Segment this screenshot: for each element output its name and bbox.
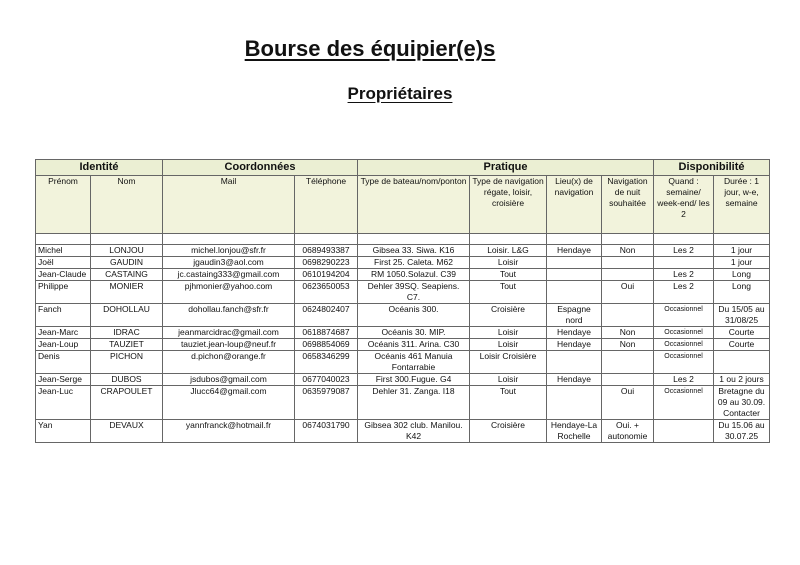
cell-bateau: First 25. Caleta. M62 — [358, 257, 470, 269]
col-header-prenom: Prénom — [36, 176, 91, 234]
cell-quand: Les 2 — [654, 374, 714, 386]
cell-lieux: Hendaye — [547, 339, 602, 351]
cell-mail: dohollau.fanch@sfr.fr — [163, 304, 295, 327]
cell-telephone: 0618874687 — [295, 327, 358, 339]
col-header-mail: Mail — [163, 176, 295, 234]
cell-lieux: Hendaye — [547, 245, 602, 257]
cell-mail: jsdubos@gmail.com — [163, 374, 295, 386]
cell-lieux: Hendaye — [547, 374, 602, 386]
cell-lieux: Hendaye — [547, 327, 602, 339]
cell-duree: Long — [714, 281, 770, 304]
cell-nuit: Non — [602, 245, 654, 257]
cell-nuit — [602, 269, 654, 281]
owners-table — [35, 159, 770, 443]
cell-mail: Jlucc64@gmail.com — [163, 386, 295, 420]
cell-telephone: 0698290223 — [295, 257, 358, 269]
cell-nom: PICHON — [91, 351, 163, 374]
cell-nuit — [602, 374, 654, 386]
table-row — [36, 281, 770, 304]
cell-quand: Occasionnel — [654, 327, 714, 339]
table-row — [36, 327, 770, 339]
table-row — [36, 304, 770, 327]
cell-duree: Bretagne du 09 au 30.09. Contacter — [714, 386, 770, 420]
cell-lieux — [547, 257, 602, 269]
cell-nom: MONIER — [91, 281, 163, 304]
table-row — [36, 386, 770, 420]
cell-mail: yannfranck@hotmail.fr — [163, 420, 295, 443]
cell-duree: 1 ou 2 jours — [714, 374, 770, 386]
cell-prenom: Joël — [36, 257, 91, 269]
cell-prenom: Yan — [36, 420, 91, 443]
cell-telephone: 0677040023 — [295, 374, 358, 386]
cell-prenom: Michel — [36, 245, 91, 257]
cell-type-navigation: Tout — [470, 281, 547, 304]
cell-duree — [714, 351, 770, 374]
cell-bateau: Gibsea 33. Siwa. K16 — [358, 245, 470, 257]
cell-type-navigation: Croisière — [470, 420, 547, 443]
cell-telephone: 0635979087 — [295, 386, 358, 420]
cell-duree: Long — [714, 269, 770, 281]
cell-nuit: Oui. + autonomie — [602, 420, 654, 443]
cell-telephone: 0623650053 — [295, 281, 358, 304]
cell-telephone: 0689493387 — [295, 245, 358, 257]
cell-prenom: Philippe — [36, 281, 91, 304]
cell-quand: Occasionnel — [654, 351, 714, 374]
cell-nuit — [602, 257, 654, 269]
col-header-lieux: Lieu(x) de navigation — [547, 176, 602, 234]
cell-telephone: 0624802407 — [295, 304, 358, 327]
cell-lieux: Espagne nord — [547, 304, 602, 327]
cell-lieux — [547, 269, 602, 281]
cell-nom: LONJOU — [91, 245, 163, 257]
table-row — [36, 269, 770, 281]
cell-quand: Occasionnel — [654, 339, 714, 351]
cell-prenom: Jean-Loup — [36, 339, 91, 351]
group-identite: Identité — [36, 160, 163, 176]
cell-duree: 1 jour — [714, 257, 770, 269]
cell-mail: d.pichon@orange.fr — [163, 351, 295, 374]
cell-quand: Les 2 — [654, 269, 714, 281]
cell-quand: Occasionnel — [654, 304, 714, 327]
cell-nom: IDRAC — [91, 327, 163, 339]
cell-duree: Courte — [714, 327, 770, 339]
col-header-type-navigation: Type de navigation régate, loisir, croisière — [470, 176, 547, 234]
group-header-row — [36, 160, 770, 176]
cell-type-navigation: Tout — [470, 386, 547, 420]
cell-type-navigation: Loisir — [470, 257, 547, 269]
group-pratique: Pratique — [358, 160, 654, 176]
cell-bateau: Océanis 300. — [358, 304, 470, 327]
cell-nuit — [602, 351, 654, 374]
group-disponibilite: Disponibilité — [654, 160, 770, 176]
cell-duree: Du 15.06 au 30.07.25 — [714, 420, 770, 443]
cell-duree: Du 15/05 au 31/08/25 — [714, 304, 770, 327]
cell-nom: GAUDIN — [91, 257, 163, 269]
cell-prenom: Jean-Serge — [36, 374, 91, 386]
cell-bateau: First 300.Fugue. G4 — [358, 374, 470, 386]
cell-lieux — [547, 281, 602, 304]
cell-mail: pjhmonier@yahoo.com — [163, 281, 295, 304]
cell-quand — [654, 257, 714, 269]
cell-nuit: Oui — [602, 281, 654, 304]
cell-bateau: Océanis 461 Manuia Fontarrabie — [358, 351, 470, 374]
page-title: Bourse des équipier(e)s — [244, 36, 496, 61]
cell-telephone: 0674031790 — [295, 420, 358, 443]
cell-nom: CRAPOULET — [91, 386, 163, 420]
col-header-quand: Quand : semaine/ week-end/ les 2 — [654, 176, 714, 234]
cell-nuit — [602, 304, 654, 327]
cell-quand: Les 2 — [654, 281, 714, 304]
cell-duree: Courte — [714, 339, 770, 351]
column-header-row — [36, 176, 770, 234]
table-row — [36, 374, 770, 386]
cell-type-navigation: Loisir — [470, 374, 547, 386]
cell-prenom: Jean-Marc — [36, 327, 91, 339]
cell-prenom: Jean-Luc — [36, 386, 91, 420]
cell-lieux — [547, 351, 602, 374]
cell-lieux: Hendaye-La Rochelle — [547, 420, 602, 443]
cell-nuit: Oui — [602, 386, 654, 420]
table-row — [36, 257, 770, 269]
cell-nuit: Non — [602, 327, 654, 339]
table-body — [36, 234, 770, 443]
table-row — [36, 420, 770, 443]
cell-nom: CASTAING — [91, 269, 163, 281]
cell-bateau: RM 1050.Solazul. C39 — [358, 269, 470, 281]
cell-nom: DEVAUX — [91, 420, 163, 443]
cell-bateau: Dehler 39SQ. Seapiens. C7. — [358, 281, 470, 304]
page-subtitle: Propriétaires — [347, 84, 453, 103]
cell-telephone: 0658346299 — [295, 351, 358, 374]
cell-nuit: Non — [602, 339, 654, 351]
cell-quand — [654, 420, 714, 443]
col-header-bateau: Type de bateau/nom/ponton — [358, 176, 470, 234]
cell-lieux — [547, 386, 602, 420]
cell-nom: DOHOLLAU — [91, 304, 163, 327]
cell-type-navigation: Loisir — [470, 339, 547, 351]
cell-prenom: Denis — [36, 351, 91, 374]
cell-quand: Occasionnel — [654, 386, 714, 420]
table-row — [36, 339, 770, 351]
cell-nom: DUBOS — [91, 374, 163, 386]
cell-mail: michel.lonjou@sfr.fr — [163, 245, 295, 257]
cell-mail: jeanmarcidrac@gmail.com — [163, 327, 295, 339]
cell-bateau: Océanis 30. MIP. — [358, 327, 470, 339]
col-header-nom: Nom — [91, 176, 163, 234]
col-header-duree: Durée : 1 jour, w-e, semaine — [714, 176, 770, 234]
table-row — [36, 351, 770, 374]
cell-type-navigation: Loisir Croisière — [470, 351, 547, 374]
cell-type-navigation: Loisir — [470, 327, 547, 339]
cell-quand: Les 2 — [654, 245, 714, 257]
cell-bateau: Gibsea 302 club. Manilou. K42 — [358, 420, 470, 443]
col-header-nuit: Navigation de nuit souhaitée — [602, 176, 654, 234]
cell-nom: TAUZIET — [91, 339, 163, 351]
cell-bateau: Dehler 31. Zanga. I18 — [358, 386, 470, 420]
cell-type-navigation: Tout — [470, 269, 547, 281]
cell-prenom: Jean-Claude — [36, 269, 91, 281]
cell-telephone: 0698854069 — [295, 339, 358, 351]
table-row — [36, 245, 770, 257]
cell-mail: jc.castaing333@gmail.com — [163, 269, 295, 281]
cell-bateau: Océanis 311. Arina. C30 — [358, 339, 470, 351]
spacer-row — [36, 234, 770, 245]
cell-prenom: Fanch — [36, 304, 91, 327]
cell-mail: jgaudin3@aol.com — [163, 257, 295, 269]
cell-mail: tauziet.jean-loup@neuf.fr — [163, 339, 295, 351]
col-header-telephone: Téléphone — [295, 176, 358, 234]
group-coordonnees: Coordonnées — [163, 160, 358, 176]
cell-telephone: 0610194204 — [295, 269, 358, 281]
cell-type-navigation: Croisière — [470, 304, 547, 327]
cell-duree: 1 jour — [714, 245, 770, 257]
cell-type-navigation: Loisir. L&G — [470, 245, 547, 257]
